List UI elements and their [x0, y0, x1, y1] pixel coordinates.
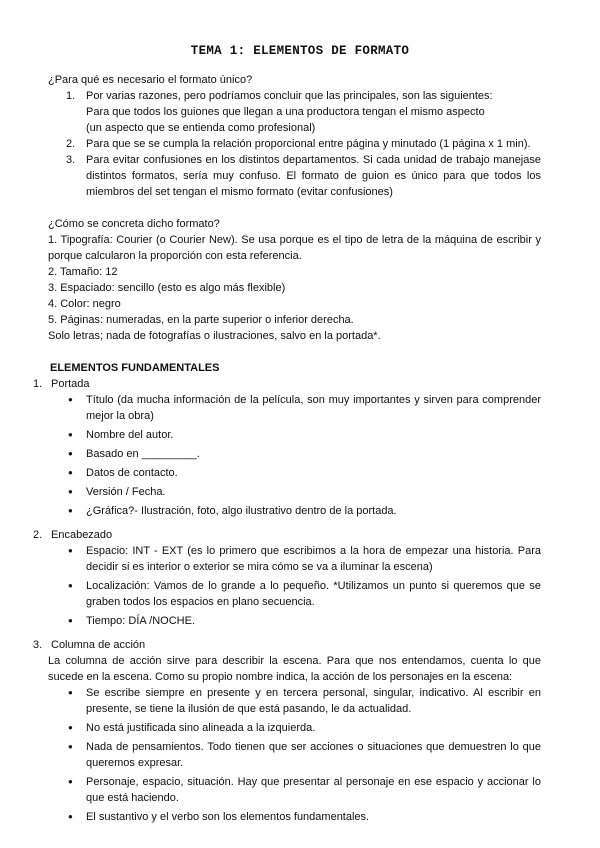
- section-encabezado: [33, 527, 541, 629]
- list-item: ● Nombre del autor.: [68, 429, 174, 441]
- list-text: Para que se se cumpla la relación proporcional entre página y minutado (1 página x 1 min).: [86, 138, 531, 150]
- reason-item: [48, 136, 541, 152]
- question-format: ¿Para qué es necesario el formato único?: [48, 74, 253, 86]
- list-text: Por varias razones, pero podríamos concluir que las principales, son las siguientes:: [86, 90, 493, 102]
- list-item: ● Personaje, espacio, situación. Hay que presentar al personaje en ese espacio y accionar lo que está haciendo.: [68, 776, 541, 804]
- spec-line: 1. Tipografía: Courier (o Courier New). Se usa porque es el tipo de letra de la máquina de escribir y porque calcularon la proporción con esta referencia.: [48, 234, 541, 262]
- list-item: ● Título (da mucha información de la película, son muy importantes y sirven para comprender mejor la obra): [68, 394, 541, 422]
- bullet-icon: ●: [68, 581, 73, 590]
- section-portada: [33, 376, 541, 519]
- bullet-icon: ●: [68, 546, 73, 555]
- bullet-icon: ●: [68, 688, 73, 697]
- spec-line: 5. Páginas: numeradas, en la parte superior o inferior derecha.: [48, 314, 354, 326]
- spec-line: 2. Tamaño: 12: [48, 266, 118, 278]
- list-item: ● Versión / Fecha.: [68, 486, 166, 498]
- section-intro: La columna de acción sirve para describir la escena. Para que nos entendamos, cuenta lo que sucede en la escena. Como su propio nombre indica, la acción de los personajes en la escena:: [48, 655, 541, 683]
- list-text: Para que todos los guiones que llegan a una productora tengan el mismo aspecto: [86, 106, 485, 118]
- section-number: 2.: [33, 529, 43, 541]
- spec-line: 4. Color: negro: [48, 298, 121, 310]
- bullet-icon: ●: [68, 616, 73, 625]
- bullet-icon: ●: [68, 506, 73, 515]
- list-item: ● Datos de contacto.: [68, 467, 178, 479]
- list-item: ● Basado en _________.: [68, 448, 200, 460]
- bullet-icon: ●: [68, 468, 73, 477]
- spec-line: Solo letras; nada de fotografías o ilustraciones, salvo en la portada*.: [48, 330, 381, 342]
- bullet-icon: ●: [68, 395, 73, 404]
- spec-line: 3. Espaciado: sencillo (esto es algo más flexible): [48, 282, 286, 294]
- document-title: TEMA 1: ELEMENTOS DE FORMATO: [190, 44, 410, 58]
- list-text: (un aspecto que se entienda como profesional): [86, 122, 316, 134]
- reason-item: [48, 88, 541, 136]
- section-label: Columna de acción: [51, 639, 146, 651]
- document-body: [33, 72, 541, 828]
- bullet-icon: ●: [68, 449, 73, 458]
- bullet-icon: ●: [68, 723, 73, 732]
- section-label: Encabezado: [51, 529, 113, 541]
- bullet-icon: ●: [68, 430, 73, 439]
- list-item: ● Espacio: INT - EXT (es lo primero que escribimos a la hora de empezar una historia. Para decidir si es interior o exterior se mira cómo se va a iluminar la escena): [68, 545, 541, 573]
- question-concrete: ¿Cómo se concreta dicho formato?: [48, 218, 220, 230]
- list-number: 1.: [66, 90, 76, 102]
- reasons-list: [48, 88, 541, 200]
- list-item: ● Nada de pensamientos. Todo tienen que ser acciones o situaciones que demuestren lo que queremos expresar.: [68, 741, 541, 769]
- list-number: 3.: [66, 154, 76, 166]
- list-item: ● Localización: Vamos de lo grande a lo pequeño. *Utilizamos un punto si queremos que se graben todos los espacios en plano secuencia.: [68, 580, 541, 608]
- section-columna-accion: [33, 637, 541, 825]
- list-number: 2.: [66, 138, 76, 150]
- bullet-icon: ●: [68, 812, 73, 821]
- bullet-icon: ●: [68, 777, 73, 786]
- bullet-icon: ●: [68, 742, 73, 751]
- list-item: ● No está justificada sino alineada a la izquierda.: [68, 722, 316, 734]
- section-heading: ELEMENTOS FUNDAMENTALES: [50, 362, 220, 374]
- bullet-icon: ●: [68, 487, 73, 496]
- list-item: ● El sustantivo y el verbo son los elementos fundamentales.: [68, 811, 370, 823]
- list-text: Para evitar confusiones en los distintos departamentos. Si cada unidad de trabajo manejase distintos formatos, sería muy confuso. El formato de guion es único para que todos los miembros del set tengan el mismo formato (evitar confusiones): [86, 154, 541, 198]
- list-item: ● Tiempo: DÍA /NOCHE.: [68, 615, 196, 627]
- section-number: 3.: [33, 639, 43, 651]
- list-item: ● Se escribe siempre en presente y en tercera personal, singular, indicativo. Al escribir en presente, se tiene la ilusión de que está pasando, le da actualidad.: [68, 687, 541, 715]
- list-item: ● ¿Gráfica?- Ilustración, foto, algo ilustrativo dentro de la portada.: [68, 505, 397, 517]
- section-label: Portada: [51, 378, 90, 390]
- section-number: 1.: [33, 378, 43, 390]
- reason-item: [48, 152, 541, 200]
